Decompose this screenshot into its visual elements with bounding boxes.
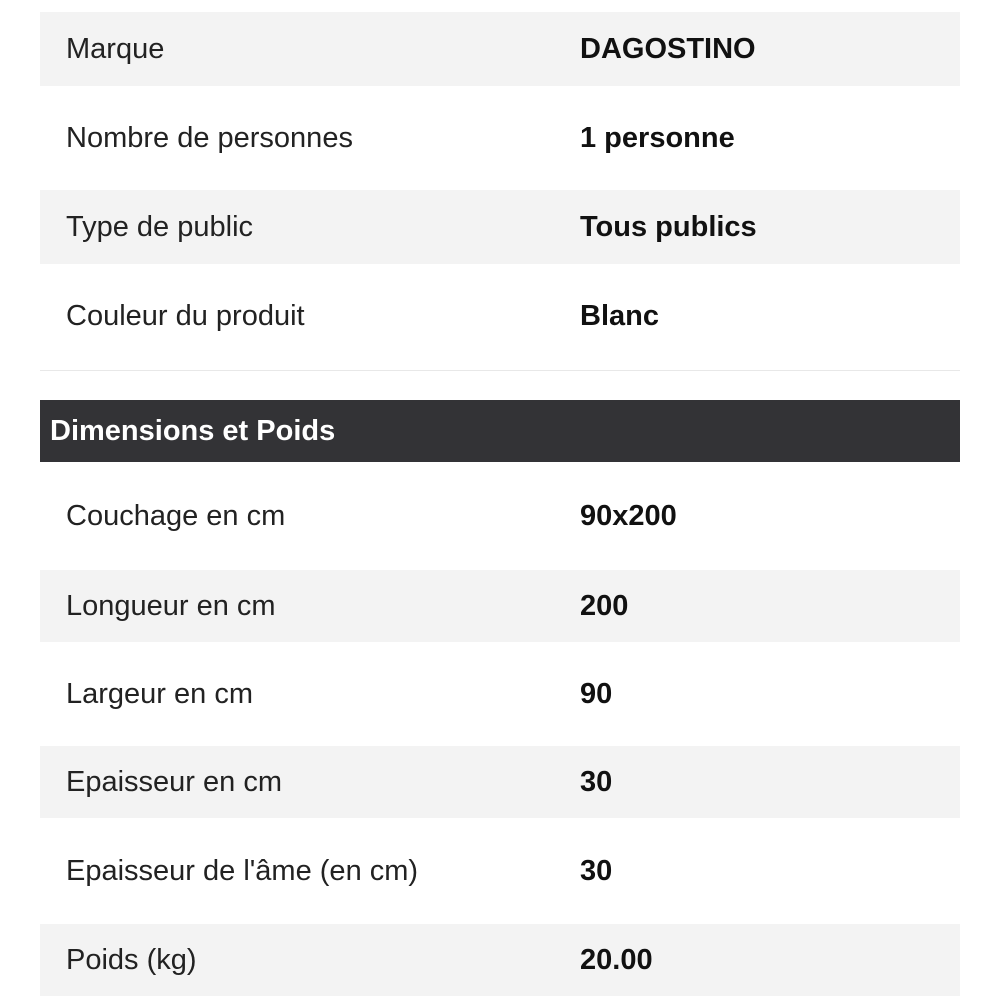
- spec-row-audience: [40, 190, 960, 264]
- spec-row-sleeping-size: [40, 462, 960, 570]
- table-bottom-divider: [40, 370, 960, 371]
- spec-label: Longueur en cm: [66, 589, 276, 622]
- spec-value: Tous publics: [580, 210, 757, 243]
- spec-value: 90: [580, 677, 613, 710]
- spec-value: Blanc: [580, 299, 659, 332]
- spec-label: Type de public: [66, 210, 254, 243]
- spec-label: Epaisseur en cm: [66, 765, 282, 798]
- spec-row-persons: [40, 86, 960, 190]
- spec-value: 1 personne: [580, 121, 735, 154]
- spec-value: 30: [580, 854, 613, 887]
- spec-value: 200: [580, 589, 629, 622]
- spec-row-length: [40, 570, 960, 642]
- spec-row-color: [40, 264, 960, 368]
- spec-value: 20.00: [580, 943, 653, 976]
- spec-row-width: [40, 642, 960, 746]
- spec-label: Poids (kg): [66, 943, 197, 976]
- spec-row-brand: [40, 12, 960, 86]
- table-top-edge: [40, 0, 960, 12]
- spec-row-weight: [40, 924, 960, 996]
- dimensions-table: [40, 400, 960, 996]
- spec-label: Couchage en cm: [66, 499, 286, 532]
- section-header: [40, 400, 960, 462]
- spec-label: Marque: [66, 32, 165, 65]
- spec-label: Largeur en cm: [66, 677, 253, 710]
- spec-value: DAGOSTINO: [580, 32, 756, 65]
- spec-label: Epaisseur de l'âme (en cm): [66, 854, 419, 887]
- spec-label: Couleur du produit: [66, 299, 305, 332]
- spec-label: Nombre de personnes: [66, 121, 353, 154]
- spec-value: 90x200: [580, 499, 677, 532]
- general-specs-table: [40, 0, 960, 368]
- spec-value: 30: [580, 765, 613, 798]
- spec-row-thickness: [40, 746, 960, 818]
- spec-row-core-thickness: [40, 818, 960, 924]
- section-title: Dimensions et Poids: [50, 414, 336, 447]
